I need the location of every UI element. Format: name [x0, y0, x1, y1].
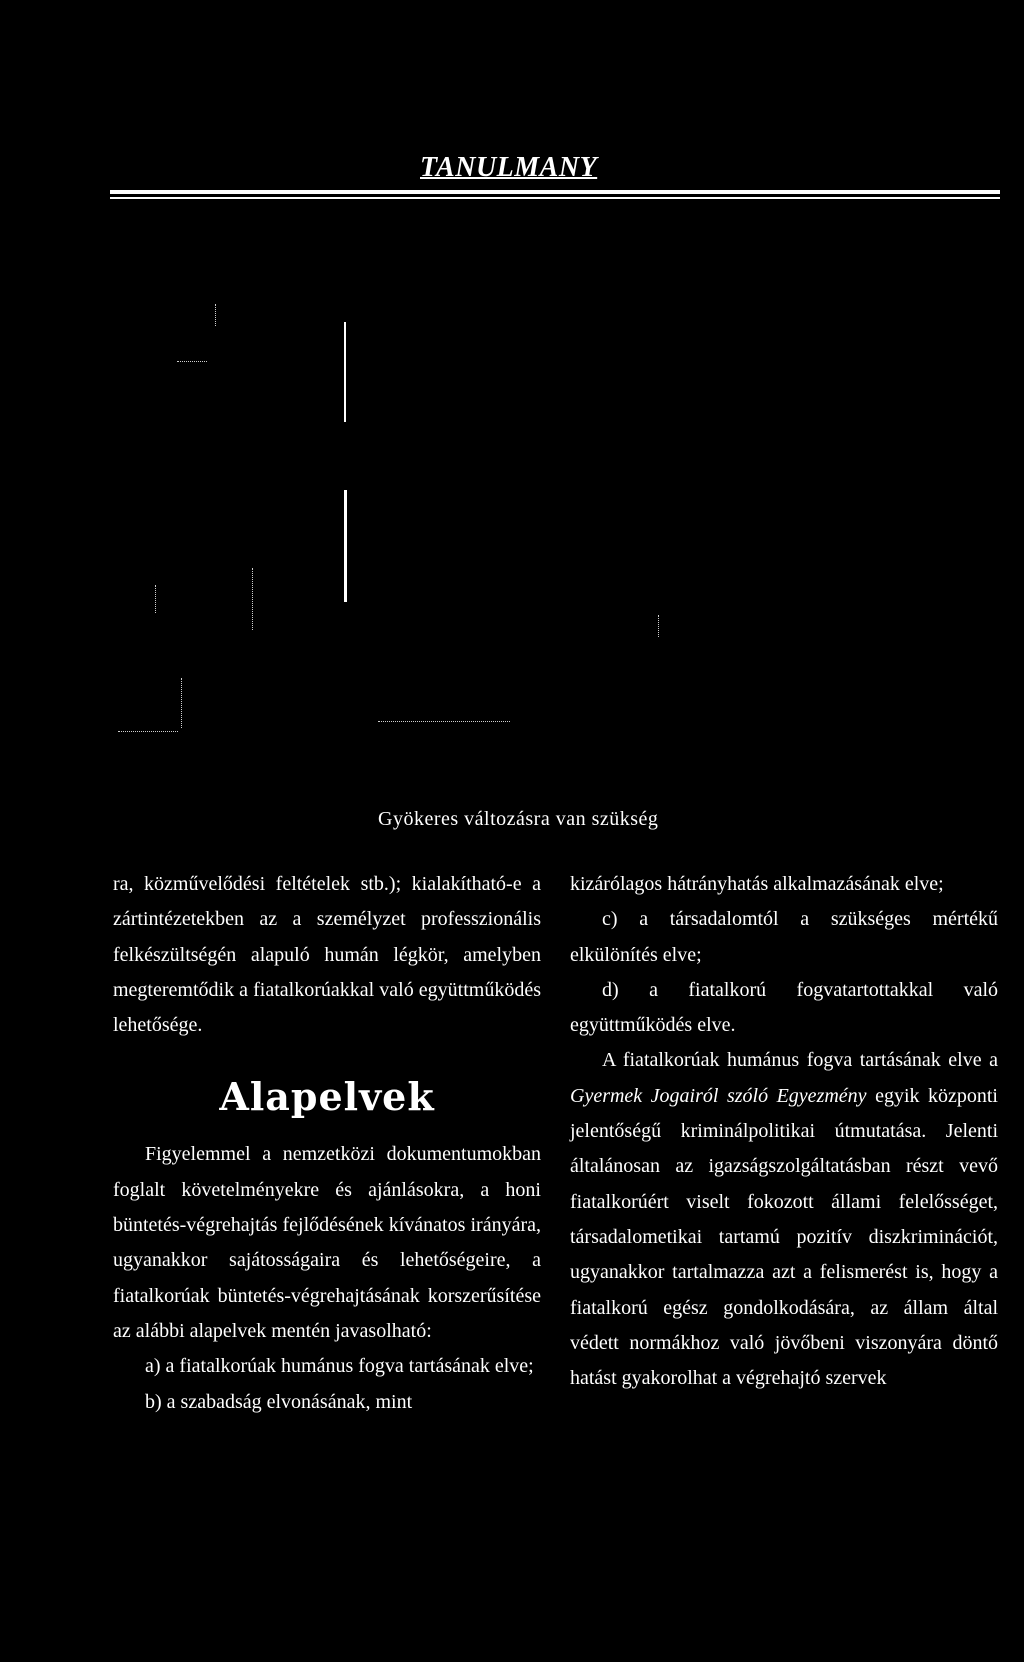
scan-dots-7	[118, 731, 178, 732]
left-column	[113, 867, 541, 1420]
right-column	[570, 867, 998, 1396]
right-paragraph-italic: Gyermek Jogairól szóló Egyezmény	[570, 1084, 867, 1107]
section-header: Gyökeres változásra van szükség	[378, 808, 659, 830]
scan-dots-5	[658, 615, 659, 637]
header-rule-thick	[110, 190, 1000, 194]
scan-dots-4	[252, 568, 253, 630]
right-paragraph-end: egyik központi jelentőségű kriminálpolitikai útmutatása. Jelenti általánosan az igazságszolgáltatásban részt vevő fiatalkorúért viselt fokozott állami felelősséget, társadalometikai tartamú pozitív diszkriminációt, ugyanakkor tartalmazza azt a felismerést is, hogy a fiatalkorú egész gondolkodására, az állam által védett normákhoz való jövőbeni viszonyára döntő hatást gyakorolhat a végrehajtó szervek	[570, 1084, 998, 1390]
list-item-b-continued: kizárólagos hátrányhatás alkalmazásának elve;	[570, 873, 944, 895]
header-title: TANULMANY	[420, 152, 598, 183]
scan-dots-1	[215, 304, 216, 326]
scan-dots-8	[378, 721, 510, 722]
scan-line-2	[344, 490, 347, 602]
principles-paragraph: Figyelemmel a nemzetközi dokumentumokban foglalt követelményekre és ajánlásokra, a honi büntetés-végrehajtás fejlődésének kívánatos irányára, ugyanakkor sajátosságaira és lehetőségeire, a fiatalkorúak büntetés-végrehajtásának korszerűsítése az alábbi alapelvek mentén javasolható:	[113, 1143, 541, 1342]
list-item-c: c) a társadalomtól a szükséges mértékű elkülönítés elve;	[570, 908, 998, 966]
list-item-a: a) a fiatalkorúak humánus fogva tartásának elve;	[145, 1355, 534, 1378]
scan-line-1	[344, 322, 346, 422]
right-paragraph-start: A fiatalkorúak humánus fogva tartásának elve a	[602, 1049, 998, 1072]
list-item-b: b) a szabadság elvonásának, mint	[145, 1390, 413, 1413]
right-paragraph	[570, 1043, 998, 1396]
section-heading: Alapelvek	[219, 1074, 435, 1120]
scan-dots-6	[181, 678, 182, 728]
scan-dots-3	[155, 585, 156, 613]
header-rule-thin	[110, 197, 1000, 199]
list-item-d: d) a fiatalkorú fogvatartottakkal való együttműködés elve.	[570, 978, 998, 1037]
scan-dots-2	[177, 361, 207, 362]
left-intro-paragraph: ra, közművelődési feltételek stb.); kialakítható-e a zártintézetekben az a személyzet professzionális felkészültségén alapuló humán légkör, amelyben megteremtődik a fiatalkorúakkal való együttműködés lehetősége.	[113, 873, 541, 1037]
